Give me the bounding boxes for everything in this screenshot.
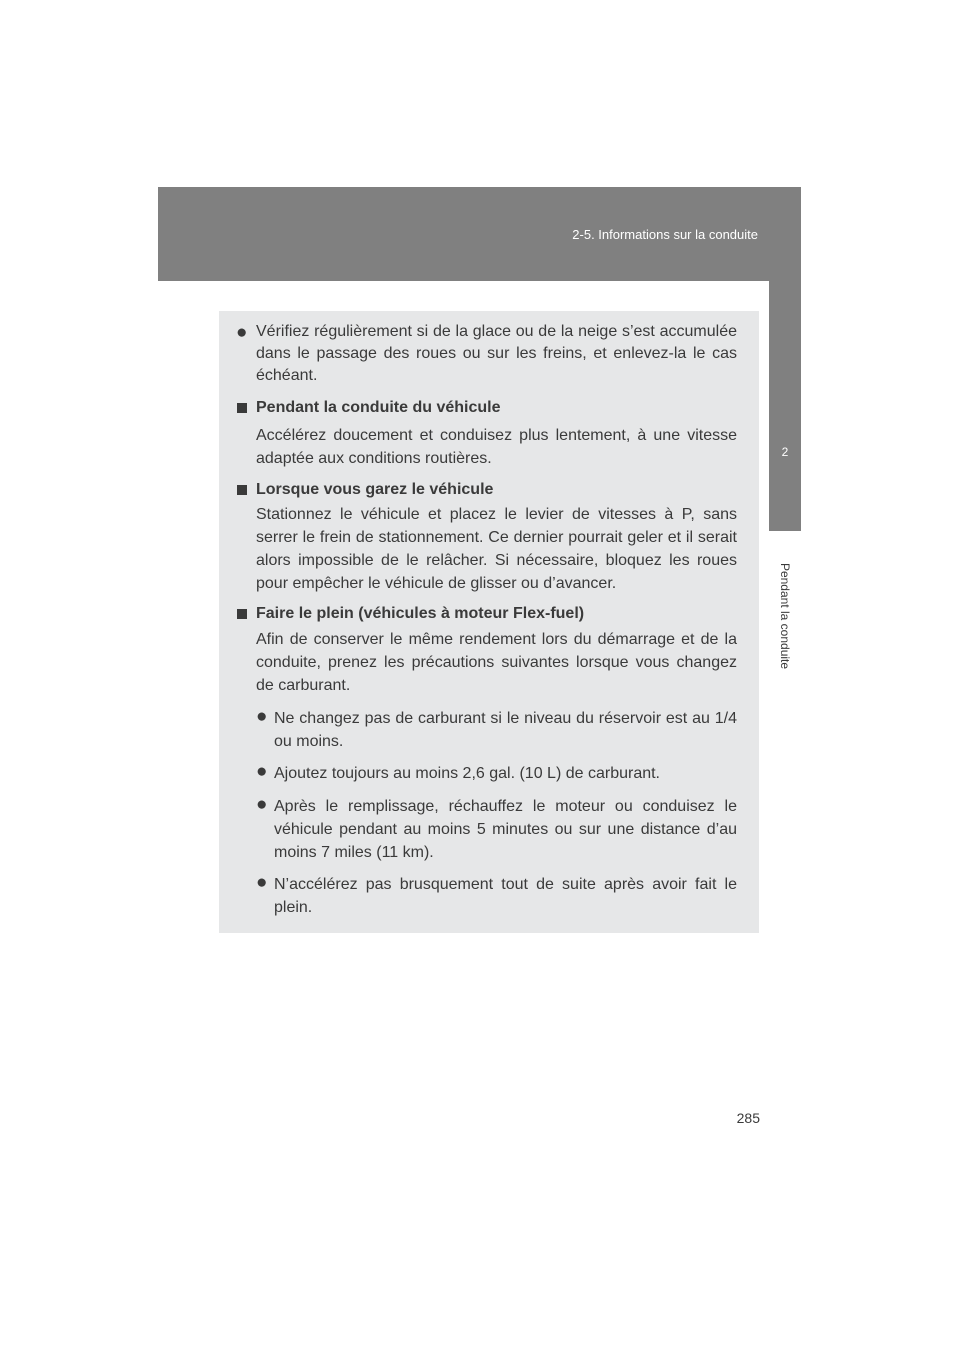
refuel-bullet-2: Ajoutez toujours au moins 2,6 gal. (10 L) de carburant. <box>274 765 660 782</box>
heading-square-icon <box>237 485 247 495</box>
section-title: 2-5. Informations sur la conduite <box>572 227 758 242</box>
chapter-tab <box>769 265 801 531</box>
info-box <box>219 311 759 933</box>
chapter-label-container <box>769 531 801 701</box>
section-heading-refuel: Faire le plein (véhicules à moteur Flex-fuel) <box>256 605 585 622</box>
heading-square-icon <box>237 609 247 619</box>
section-text-refuel: Afin de conserver le même rendement lors du démarrage et de la conduite, prenez les précautions suivantes lorsque vous changez de carburant. <box>256 631 737 694</box>
refuel-bullet-1: Ne changez pas de carburant si le niveau du réservoir est au 1/4 ou moins. <box>274 710 737 750</box>
bullet-icon: ● <box>236 322 248 343</box>
bullet-icon: ● <box>256 706 268 727</box>
chapter-label: Pendant la conduite <box>778 562 792 670</box>
heading-square-icon <box>237 403 247 413</box>
page-header <box>158 187 801 281</box>
bullet-icon: ● <box>256 794 268 815</box>
section-text-driving: Accélérez doucement et conduisez plus lentement, à une vitesse adaptée aux conditions routières. <box>256 427 737 467</box>
section-heading-parking: Lorsque vous garez le véhicule <box>256 481 494 498</box>
refuel-bullet-4: N’accélérez pas brusquement tout de suite après avoir fait le plein. <box>274 876 737 916</box>
section-text-parking: Stationnez le véhicule et placez le levier de vitesses à P, sans serrer le frein de stationnement. Ce dernier pourrait geler et il serait alors impossible de le relâcher. Si nécessaire, bloquez les roues pour empêcher le véhicule de glisser ou d’avancer. <box>256 506 737 592</box>
bullet-icon: ● <box>256 872 268 893</box>
section-heading-driving: Pendant la conduite du véhicule <box>256 399 501 416</box>
bullet-icon: ● <box>256 761 268 782</box>
refuel-bullet-3: Après le remplissage, réchauffez le moteur ou conduisez le véhicule pendant au moins 5 minutes ou sur une distance d’au moins 7 miles (11 km). <box>274 798 737 861</box>
chapter-number: 2 <box>781 445 789 459</box>
intro-bullet-text: Vérifiez régulièrement si de la glace ou de la neige s’est accumulée dans le passage des roues ou sur les freins, et enlevez-la le cas échéant. <box>256 323 737 384</box>
page-number: 285 <box>736 1110 760 1126</box>
